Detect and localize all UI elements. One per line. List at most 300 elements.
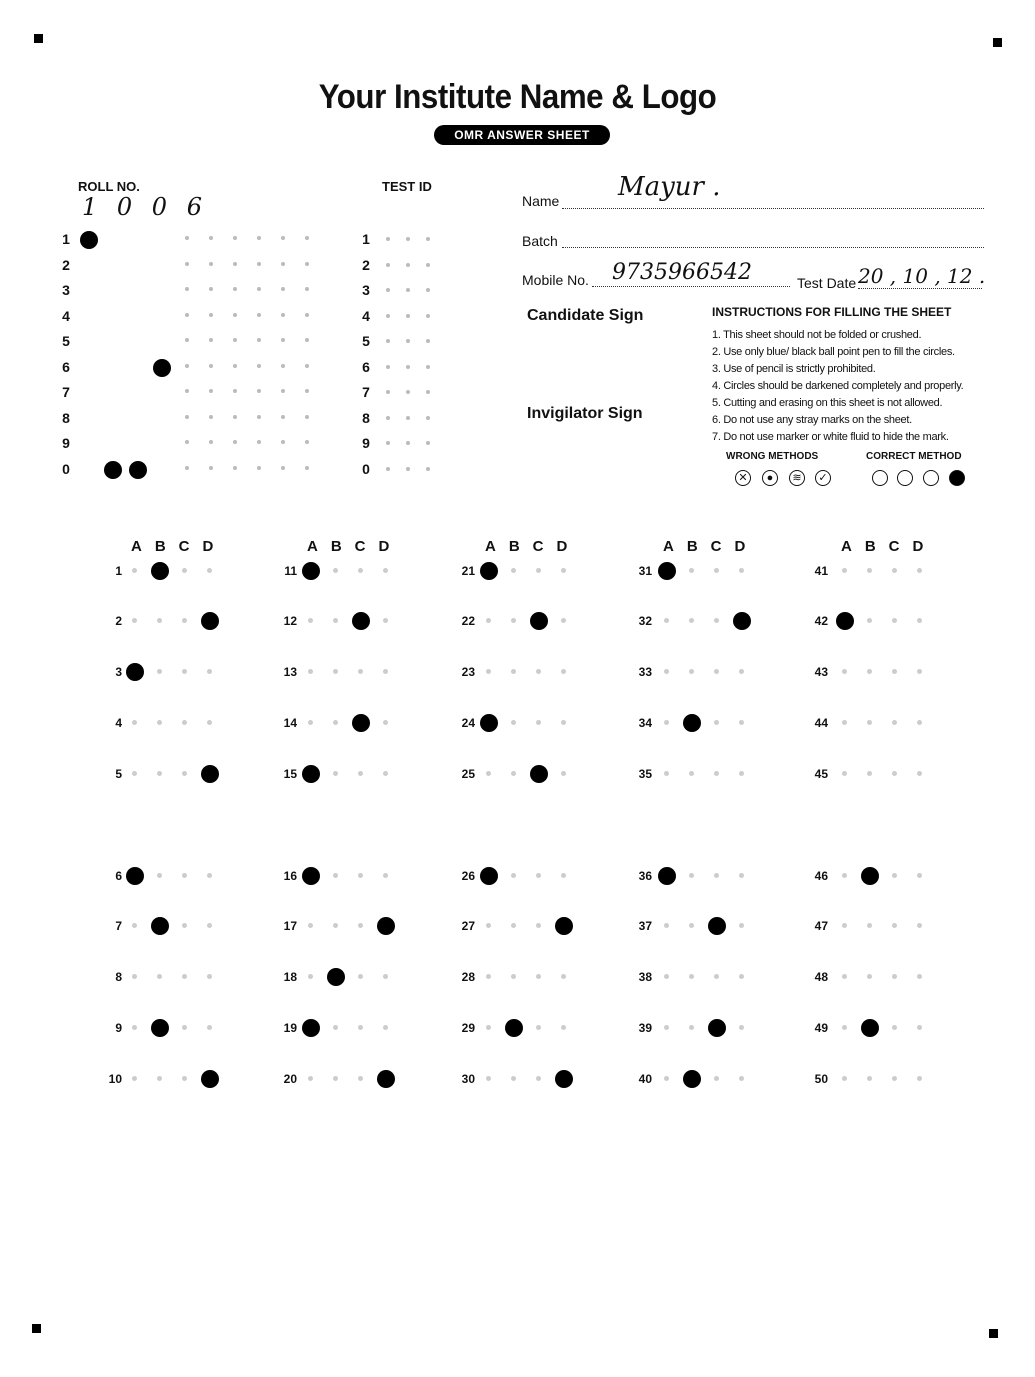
answer-bubble-empty[interactable] xyxy=(917,1076,922,1081)
answer-bubble-filled[interactable] xyxy=(861,1019,879,1037)
answer-bubble-filled[interactable] xyxy=(480,562,498,580)
answer-bubble-filled[interactable] xyxy=(201,765,219,783)
answer-bubble-empty[interactable] xyxy=(333,618,338,623)
answer-bubble-empty[interactable] xyxy=(536,923,541,928)
answer-bubble-empty[interactable] xyxy=(333,720,338,725)
test-bubble-empty[interactable] xyxy=(426,467,430,471)
test-bubble-empty[interactable] xyxy=(406,263,410,267)
answer-bubble-empty[interactable] xyxy=(132,618,137,623)
answer-bubble-empty[interactable] xyxy=(561,974,566,979)
answer-bubble-empty[interactable] xyxy=(358,1076,363,1081)
answer-bubble-empty[interactable] xyxy=(714,974,719,979)
answer-bubble-empty[interactable] xyxy=(739,1025,744,1030)
answer-bubble-empty[interactable] xyxy=(182,923,187,928)
answer-bubble-empty[interactable] xyxy=(714,568,719,573)
roll-bubble-empty[interactable] xyxy=(281,389,285,393)
roll-bubble-empty[interactable] xyxy=(209,313,213,317)
roll-bubble-empty[interactable] xyxy=(281,338,285,342)
answer-bubble-empty[interactable] xyxy=(714,873,719,878)
answer-bubble-empty[interactable] xyxy=(308,618,313,623)
answer-bubble-empty[interactable] xyxy=(383,974,388,979)
answer-bubble-empty[interactable] xyxy=(182,1025,187,1030)
roll-bubble-empty[interactable] xyxy=(209,287,213,291)
roll-bubble-empty[interactable] xyxy=(257,440,261,444)
roll-bubble-empty[interactable] xyxy=(185,364,189,368)
roll-bubble-filled[interactable] xyxy=(129,461,147,479)
roll-bubble-empty[interactable] xyxy=(185,415,189,419)
roll-bubble-empty[interactable] xyxy=(185,338,189,342)
test-bubble-empty[interactable] xyxy=(386,237,390,241)
answer-bubble-empty[interactable] xyxy=(892,771,897,776)
answer-bubble-empty[interactable] xyxy=(689,669,694,674)
roll-bubble-empty[interactable] xyxy=(305,313,309,317)
answer-bubble-empty[interactable] xyxy=(561,1025,566,1030)
answer-bubble-empty[interactable] xyxy=(867,618,872,623)
answer-bubble-filled[interactable] xyxy=(530,612,548,630)
answer-bubble-empty[interactable] xyxy=(132,974,137,979)
answer-bubble-empty[interactable] xyxy=(511,873,516,878)
roll-bubble-empty[interactable] xyxy=(185,262,189,266)
answer-bubble-empty[interactable] xyxy=(383,720,388,725)
roll-bubble-empty[interactable] xyxy=(281,440,285,444)
roll-bubble-empty[interactable] xyxy=(233,364,237,368)
roll-bubble-filled[interactable] xyxy=(104,461,122,479)
answer-bubble-empty[interactable] xyxy=(917,568,922,573)
answer-bubble-empty[interactable] xyxy=(157,873,162,878)
roll-bubble-empty[interactable] xyxy=(305,262,309,266)
roll-bubble-empty[interactable] xyxy=(233,466,237,470)
answer-bubble-empty[interactable] xyxy=(664,669,669,674)
answer-bubble-empty[interactable] xyxy=(892,974,897,979)
roll-bubble-empty[interactable] xyxy=(257,415,261,419)
answer-bubble-filled[interactable] xyxy=(126,663,144,681)
answer-bubble-empty[interactable] xyxy=(132,568,137,573)
roll-bubble-empty[interactable] xyxy=(281,262,285,266)
answer-bubble-empty[interactable] xyxy=(714,771,719,776)
answer-bubble-empty[interactable] xyxy=(182,771,187,776)
answer-bubble-empty[interactable] xyxy=(917,974,922,979)
answer-bubble-empty[interactable] xyxy=(689,771,694,776)
answer-bubble-filled[interactable] xyxy=(683,714,701,732)
answer-bubble-empty[interactable] xyxy=(842,1025,847,1030)
roll-bubble-empty[interactable] xyxy=(257,389,261,393)
answer-bubble-empty[interactable] xyxy=(892,1076,897,1081)
answer-bubble-empty[interactable] xyxy=(536,720,541,725)
answer-bubble-empty[interactable] xyxy=(207,974,212,979)
roll-bubble-empty[interactable] xyxy=(233,440,237,444)
answer-bubble-empty[interactable] xyxy=(383,771,388,776)
answer-bubble-empty[interactable] xyxy=(157,720,162,725)
answer-bubble-empty[interactable] xyxy=(383,1025,388,1030)
roll-bubble-empty[interactable] xyxy=(233,313,237,317)
answer-bubble-empty[interactable] xyxy=(689,923,694,928)
roll-bubble-empty[interactable] xyxy=(233,338,237,342)
answer-bubble-empty[interactable] xyxy=(561,568,566,573)
answer-bubble-empty[interactable] xyxy=(157,974,162,979)
answer-bubble-empty[interactable] xyxy=(664,1076,669,1081)
answer-bubble-empty[interactable] xyxy=(867,771,872,776)
answer-bubble-empty[interactable] xyxy=(739,1076,744,1081)
test-bubble-empty[interactable] xyxy=(426,390,430,394)
answer-bubble-empty[interactable] xyxy=(333,1025,338,1030)
answer-bubble-empty[interactable] xyxy=(664,771,669,776)
answer-bubble-empty[interactable] xyxy=(486,618,491,623)
answer-bubble-filled[interactable] xyxy=(836,612,854,630)
roll-bubble-empty[interactable] xyxy=(305,415,309,419)
roll-bubble-empty[interactable] xyxy=(209,364,213,368)
roll-bubble-empty[interactable] xyxy=(281,415,285,419)
answer-bubble-filled[interactable] xyxy=(377,917,395,935)
test-bubble-empty[interactable] xyxy=(426,365,430,369)
answer-bubble-empty[interactable] xyxy=(358,923,363,928)
answer-bubble-empty[interactable] xyxy=(358,771,363,776)
answer-bubble-filled[interactable] xyxy=(480,714,498,732)
answer-bubble-empty[interactable] xyxy=(664,923,669,928)
answer-bubble-empty[interactable] xyxy=(511,771,516,776)
roll-bubble-empty[interactable] xyxy=(305,364,309,368)
answer-bubble-empty[interactable] xyxy=(917,1025,922,1030)
answer-bubble-empty[interactable] xyxy=(664,1025,669,1030)
answer-bubble-empty[interactable] xyxy=(333,568,338,573)
answer-bubble-empty[interactable] xyxy=(917,873,922,878)
answer-bubble-empty[interactable] xyxy=(892,873,897,878)
answer-bubble-empty[interactable] xyxy=(511,669,516,674)
answer-bubble-empty[interactable] xyxy=(383,669,388,674)
answer-bubble-empty[interactable] xyxy=(511,923,516,928)
roll-bubble-empty[interactable] xyxy=(209,466,213,470)
answer-bubble-empty[interactable] xyxy=(182,720,187,725)
roll-bubble-empty[interactable] xyxy=(305,466,309,470)
roll-bubble-empty[interactable] xyxy=(281,466,285,470)
test-bubble-empty[interactable] xyxy=(386,441,390,445)
answer-bubble-empty[interactable] xyxy=(561,873,566,878)
answer-bubble-filled[interactable] xyxy=(302,562,320,580)
answer-bubble-empty[interactable] xyxy=(842,771,847,776)
answer-bubble-empty[interactable] xyxy=(739,720,744,725)
answer-bubble-empty[interactable] xyxy=(842,1076,847,1081)
answer-bubble-empty[interactable] xyxy=(182,568,187,573)
answer-bubble-filled[interactable] xyxy=(201,612,219,630)
name-line[interactable] xyxy=(562,208,984,209)
answer-bubble-empty[interactable] xyxy=(561,669,566,674)
answer-bubble-empty[interactable] xyxy=(511,618,516,623)
answer-bubble-empty[interactable] xyxy=(486,771,491,776)
roll-bubble-empty[interactable] xyxy=(257,338,261,342)
answer-bubble-empty[interactable] xyxy=(536,568,541,573)
roll-bubble-empty[interactable] xyxy=(233,262,237,266)
answer-bubble-empty[interactable] xyxy=(867,1076,872,1081)
answer-bubble-filled[interactable] xyxy=(327,968,345,986)
test-bubble-empty[interactable] xyxy=(386,467,390,471)
roll-bubble-empty[interactable] xyxy=(209,262,213,266)
roll-bubble-empty[interactable] xyxy=(209,236,213,240)
roll-bubble-empty[interactable] xyxy=(185,466,189,470)
test-bubble-empty[interactable] xyxy=(406,288,410,292)
answer-bubble-filled[interactable] xyxy=(530,765,548,783)
answer-bubble-empty[interactable] xyxy=(561,771,566,776)
roll-bubble-empty[interactable] xyxy=(305,338,309,342)
answer-bubble-empty[interactable] xyxy=(536,1076,541,1081)
answer-bubble-filled[interactable] xyxy=(555,917,573,935)
roll-bubble-filled[interactable] xyxy=(153,359,171,377)
answer-bubble-filled[interactable] xyxy=(377,1070,395,1088)
answer-bubble-empty[interactable] xyxy=(917,923,922,928)
answer-bubble-filled[interactable] xyxy=(151,562,169,580)
answer-bubble-empty[interactable] xyxy=(689,1025,694,1030)
roll-bubble-empty[interactable] xyxy=(185,389,189,393)
answer-bubble-filled[interactable] xyxy=(151,917,169,935)
answer-bubble-empty[interactable] xyxy=(689,618,694,623)
roll-bubble-empty[interactable] xyxy=(305,287,309,291)
answer-bubble-empty[interactable] xyxy=(333,771,338,776)
answer-bubble-empty[interactable] xyxy=(867,974,872,979)
answer-bubble-empty[interactable] xyxy=(333,1076,338,1081)
answer-bubble-empty[interactable] xyxy=(892,568,897,573)
answer-bubble-empty[interactable] xyxy=(714,720,719,725)
answer-bubble-empty[interactable] xyxy=(182,873,187,878)
test-bubble-empty[interactable] xyxy=(386,365,390,369)
roll-bubble-empty[interactable] xyxy=(257,466,261,470)
answer-bubble-empty[interactable] xyxy=(383,618,388,623)
answer-bubble-empty[interactable] xyxy=(132,771,137,776)
answer-bubble-empty[interactable] xyxy=(486,923,491,928)
answer-bubble-empty[interactable] xyxy=(182,669,187,674)
answer-bubble-empty[interactable] xyxy=(207,669,212,674)
answer-bubble-empty[interactable] xyxy=(842,568,847,573)
test-bubble-empty[interactable] xyxy=(386,339,390,343)
answer-bubble-empty[interactable] xyxy=(182,618,187,623)
roll-bubble-empty[interactable] xyxy=(257,236,261,240)
test-bubble-empty[interactable] xyxy=(426,441,430,445)
answer-bubble-empty[interactable] xyxy=(308,923,313,928)
answer-bubble-empty[interactable] xyxy=(739,568,744,573)
answer-bubble-empty[interactable] xyxy=(132,1076,137,1081)
answer-bubble-filled[interactable] xyxy=(352,714,370,732)
answer-bubble-empty[interactable] xyxy=(739,873,744,878)
test-bubble-empty[interactable] xyxy=(426,263,430,267)
roll-bubble-empty[interactable] xyxy=(305,236,309,240)
roll-bubble-empty[interactable] xyxy=(257,364,261,368)
answer-bubble-empty[interactable] xyxy=(536,669,541,674)
answer-bubble-empty[interactable] xyxy=(664,618,669,623)
answer-bubble-empty[interactable] xyxy=(207,720,212,725)
roll-bubble-empty[interactable] xyxy=(209,338,213,342)
answer-bubble-filled[interactable] xyxy=(480,867,498,885)
answer-bubble-empty[interactable] xyxy=(561,618,566,623)
answer-bubble-empty[interactable] xyxy=(842,873,847,878)
answer-bubble-empty[interactable] xyxy=(157,1076,162,1081)
answer-bubble-empty[interactable] xyxy=(308,974,313,979)
answer-bubble-empty[interactable] xyxy=(842,974,847,979)
answer-bubble-empty[interactable] xyxy=(383,568,388,573)
answer-bubble-empty[interactable] xyxy=(892,720,897,725)
batch-line[interactable] xyxy=(562,247,984,248)
answer-bubble-filled[interactable] xyxy=(505,1019,523,1037)
test-bubble-empty[interactable] xyxy=(426,416,430,420)
roll-bubble-empty[interactable] xyxy=(305,389,309,393)
answer-bubble-filled[interactable] xyxy=(151,1019,169,1037)
roll-bubble-empty[interactable] xyxy=(257,287,261,291)
test-bubble-empty[interactable] xyxy=(386,263,390,267)
answer-bubble-empty[interactable] xyxy=(714,669,719,674)
answer-bubble-empty[interactable] xyxy=(486,974,491,979)
answer-bubble-empty[interactable] xyxy=(664,974,669,979)
test-digit-label: 6 xyxy=(362,359,370,375)
roll-bubble-empty[interactable] xyxy=(281,287,285,291)
answer-bubble-filled[interactable] xyxy=(658,562,676,580)
answer-bubble-empty[interactable] xyxy=(714,1076,719,1081)
test-bubble-empty[interactable] xyxy=(386,416,390,420)
answer-bubble-empty[interactable] xyxy=(308,720,313,725)
answer-bubble-empty[interactable] xyxy=(358,669,363,674)
roll-bubble-empty[interactable] xyxy=(185,313,189,317)
answer-bubble-empty[interactable] xyxy=(157,771,162,776)
answer-bubble-filled[interactable] xyxy=(352,612,370,630)
answer-bubble-empty[interactable] xyxy=(358,568,363,573)
answer-bubble-empty[interactable] xyxy=(333,923,338,928)
answer-bubble-empty[interactable] xyxy=(536,1025,541,1030)
answer-bubble-filled[interactable] xyxy=(201,1070,219,1088)
answer-bubble-empty[interactable] xyxy=(842,923,847,928)
answer-bubble-filled[interactable] xyxy=(302,1019,320,1037)
roll-bubble-empty[interactable] xyxy=(185,236,189,240)
roll-bubble-empty[interactable] xyxy=(185,440,189,444)
answer-bubble-empty[interactable] xyxy=(511,720,516,725)
answer-bubble-empty[interactable] xyxy=(511,568,516,573)
test-bubble-empty[interactable] xyxy=(426,314,430,318)
test-bubble-empty[interactable] xyxy=(406,365,410,369)
sheet-label-badge: OMR ANSWER SHEET xyxy=(434,125,610,145)
answer-bubble-empty[interactable] xyxy=(842,720,847,725)
answer-bubble-empty[interactable] xyxy=(739,771,744,776)
answer-bubble-empty[interactable] xyxy=(561,720,566,725)
answer-bubble-empty[interactable] xyxy=(917,618,922,623)
answer-bubble-empty[interactable] xyxy=(917,720,922,725)
answer-bubble-empty[interactable] xyxy=(132,923,137,928)
answer-bubble-empty[interactable] xyxy=(182,974,187,979)
answer-bubble-filled[interactable] xyxy=(708,917,726,935)
answer-bubble-empty[interactable] xyxy=(739,923,744,928)
answer-bubble-filled[interactable] xyxy=(126,867,144,885)
roll-bubble-empty[interactable] xyxy=(257,262,261,266)
answer-bubble-filled[interactable] xyxy=(302,867,320,885)
answer-bubble-empty[interactable] xyxy=(132,720,137,725)
answer-bubble-empty[interactable] xyxy=(892,669,897,674)
answer-bubble-empty[interactable] xyxy=(842,669,847,674)
test-bubble-empty[interactable] xyxy=(406,237,410,241)
answer-bubble-empty[interactable] xyxy=(182,1076,187,1081)
answer-bubble-empty[interactable] xyxy=(333,669,338,674)
answer-bubble-empty[interactable] xyxy=(511,1076,516,1081)
answer-bubble-filled[interactable] xyxy=(861,867,879,885)
answer-bubble-empty[interactable] xyxy=(358,873,363,878)
mobile-line[interactable] xyxy=(592,286,790,287)
answer-bubble-empty[interactable] xyxy=(383,873,388,878)
answer-bubble-empty[interactable] xyxy=(511,974,516,979)
test-bubble-empty[interactable] xyxy=(406,390,410,394)
answer-bubble-empty[interactable] xyxy=(739,974,744,979)
answer-bubble-filled[interactable] xyxy=(302,765,320,783)
answer-bubble-filled[interactable] xyxy=(555,1070,573,1088)
answer-bubble-empty[interactable] xyxy=(867,568,872,573)
answer-bubble-empty[interactable] xyxy=(157,669,162,674)
answer-bubble-empty[interactable] xyxy=(308,1076,313,1081)
test-bubble-empty[interactable] xyxy=(406,467,410,471)
test-bubble-empty[interactable] xyxy=(426,339,430,343)
roll-bubble-empty[interactable] xyxy=(233,287,237,291)
answer-bubble-empty[interactable] xyxy=(892,1025,897,1030)
answer-bubble-filled[interactable] xyxy=(658,867,676,885)
test-bubble-empty[interactable] xyxy=(386,314,390,318)
answer-bubble-empty[interactable] xyxy=(157,618,162,623)
answer-bubble-empty[interactable] xyxy=(664,720,669,725)
test-bubble-empty[interactable] xyxy=(386,288,390,292)
test-bubble-empty[interactable] xyxy=(406,314,410,318)
answer-bubble-empty[interactable] xyxy=(207,1025,212,1030)
answer-bubble-empty[interactable] xyxy=(867,720,872,725)
answer-bubble-filled[interactable] xyxy=(683,1070,701,1088)
answer-bubble-empty[interactable] xyxy=(739,669,744,674)
roll-bubble-filled[interactable] xyxy=(80,231,98,249)
answer-bubble-empty[interactable] xyxy=(714,618,719,623)
answer-bubble-empty[interactable] xyxy=(207,923,212,928)
answer-bubble-empty[interactable] xyxy=(689,568,694,573)
answer-bubble-empty[interactable] xyxy=(358,1025,363,1030)
test-bubble-empty[interactable] xyxy=(406,339,410,343)
test-bubble-empty[interactable] xyxy=(406,416,410,420)
answer-bubble-empty[interactable] xyxy=(486,1076,491,1081)
answer-bubble-empty[interactable] xyxy=(867,669,872,674)
roll-bubble-empty[interactable] xyxy=(209,415,213,419)
roll-bubble-empty[interactable] xyxy=(233,389,237,393)
answer-bubble-empty[interactable] xyxy=(917,669,922,674)
test-bubble-empty[interactable] xyxy=(426,237,430,241)
roll-bubble-empty[interactable] xyxy=(209,440,213,444)
answer-bubble-empty[interactable] xyxy=(892,923,897,928)
answer-bubble-filled[interactable] xyxy=(733,612,751,630)
answer-bubble-empty[interactable] xyxy=(486,1025,491,1030)
answer-bubble-empty[interactable] xyxy=(689,873,694,878)
roll-bubble-empty[interactable] xyxy=(209,389,213,393)
answer-bubble-empty[interactable] xyxy=(308,669,313,674)
answer-bubble-empty[interactable] xyxy=(917,771,922,776)
roll-bubble-empty[interactable] xyxy=(233,415,237,419)
test-bubble-empty[interactable] xyxy=(406,441,410,445)
answer-bubble-empty[interactable] xyxy=(358,974,363,979)
test-bubble-empty[interactable] xyxy=(386,390,390,394)
roll-bubble-empty[interactable] xyxy=(233,236,237,240)
roll-bubble-empty[interactable] xyxy=(281,236,285,240)
roll-bubble-empty[interactable] xyxy=(305,440,309,444)
answer-bubble-empty[interactable] xyxy=(689,974,694,979)
test-bubble-empty[interactable] xyxy=(426,288,430,292)
roll-bubble-empty[interactable] xyxy=(185,287,189,291)
answer-bubble-empty[interactable] xyxy=(536,873,541,878)
answer-bubble-empty[interactable] xyxy=(486,669,491,674)
roll-bubble-empty[interactable] xyxy=(281,364,285,368)
answer-bubble-empty[interactable] xyxy=(536,974,541,979)
answer-bubble-empty[interactable] xyxy=(207,568,212,573)
roll-bubble-empty[interactable] xyxy=(257,313,261,317)
answer-bubble-empty[interactable] xyxy=(207,873,212,878)
test-date-line[interactable] xyxy=(858,288,982,289)
answer-bubble-empty[interactable] xyxy=(867,923,872,928)
answer-bubble-empty[interactable] xyxy=(132,1025,137,1030)
answer-bubble-empty[interactable] xyxy=(333,873,338,878)
answer-bubble-filled[interactable] xyxy=(708,1019,726,1037)
answer-bubble-empty[interactable] xyxy=(892,618,897,623)
roll-bubble-empty[interactable] xyxy=(281,313,285,317)
